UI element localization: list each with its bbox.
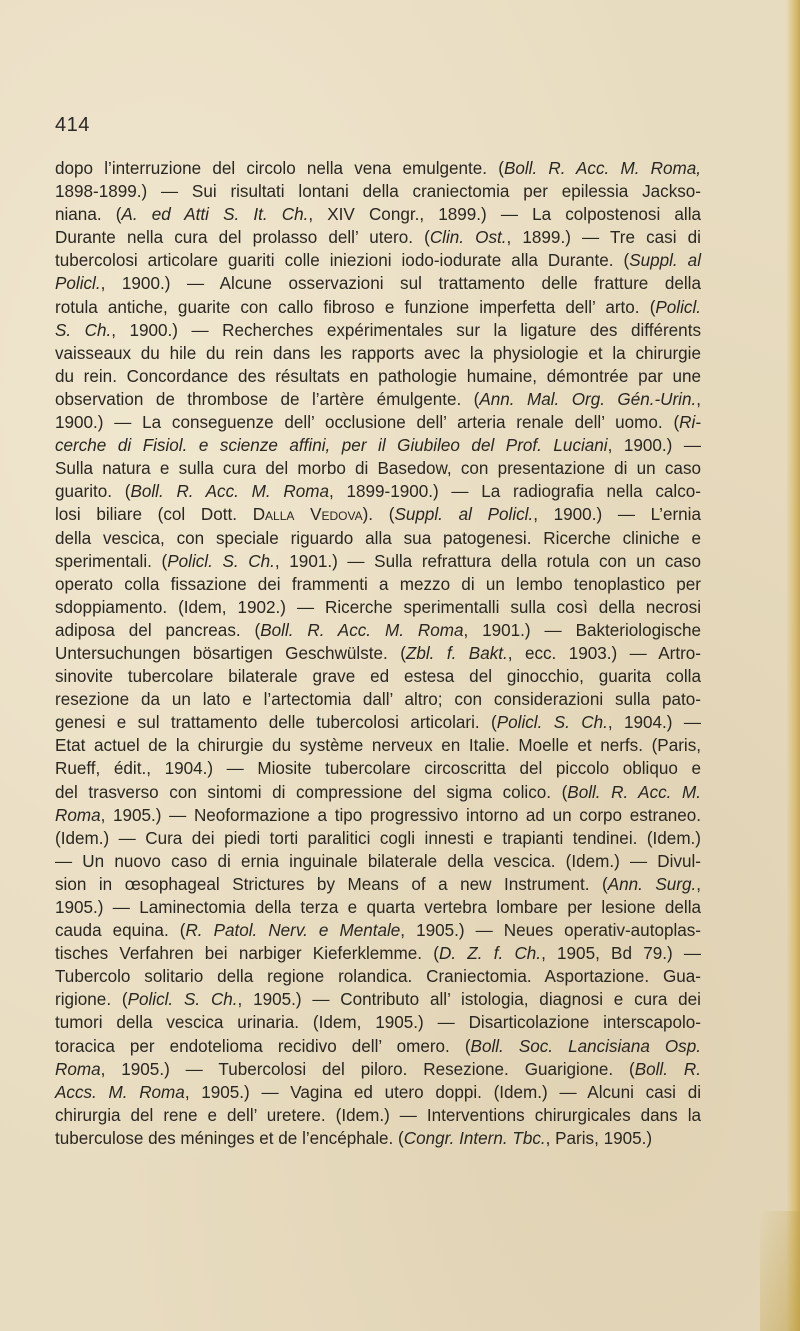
text-line bbox=[55, 157, 701, 180]
text-run: , 1901.) — Bakteriologische bbox=[463, 620, 701, 640]
citation-italic: Ri- bbox=[679, 413, 701, 433]
text-line bbox=[55, 619, 701, 642]
text-run: tubercolosi articolare guariti colle iniezioni iodo-iodurate alla Durante. ( bbox=[55, 251, 630, 271]
text-run: niana. ( bbox=[55, 205, 122, 225]
citation-italic: A. ed Atti S. It. Ch. bbox=[121, 205, 309, 225]
citation-italic: Accs. M. Roma bbox=[55, 1082, 185, 1102]
text-line bbox=[55, 873, 701, 896]
citation-italic: Congr. Intern. Tbc. bbox=[403, 1128, 546, 1148]
text-line bbox=[55, 527, 701, 550]
citation-italic: Boll. R. Acc. M. bbox=[567, 782, 701, 802]
text-run: sion in œsophageal Strictures by Means of a new Instrument. ( bbox=[55, 874, 608, 894]
citation-italic: Policl. S. Ch. bbox=[167, 551, 275, 571]
text-run: , 1901.) — Sulla refrattura della rotula con un caso bbox=[274, 551, 701, 571]
text-run: , 1905.) — Vagina ed utero doppi. (Idem.) — Alcuni casi di bbox=[184, 1082, 701, 1102]
text-run: ). ( bbox=[362, 505, 395, 525]
text-line bbox=[55, 1035, 701, 1058]
citation-italic: Policl. S. Ch. bbox=[496, 713, 608, 733]
text-line bbox=[55, 1058, 701, 1081]
text-run: , 1900.) — Alcune osservazioni sul trattamento delle fratture della bbox=[100, 274, 701, 294]
text-run: , 1899.) — Tre casi di bbox=[506, 228, 701, 248]
text-run: toracica per endotelioma recidivo dell’ omero. ( bbox=[55, 1036, 471, 1056]
citation-italic: R. Patol. Nerv. e Mentale bbox=[185, 921, 401, 941]
text-line bbox=[55, 1127, 701, 1150]
text-run: , 1900.) — Recherches expérimentales sur la ligature des différents bbox=[111, 320, 701, 340]
text-line bbox=[55, 665, 701, 688]
text-line bbox=[55, 1104, 701, 1127]
text-line bbox=[55, 388, 701, 411]
text-line bbox=[55, 757, 701, 780]
text-line bbox=[55, 919, 701, 942]
text-line bbox=[55, 180, 701, 203]
page-number: 414 bbox=[55, 114, 90, 136]
text-line bbox=[55, 804, 701, 827]
text-line bbox=[55, 226, 701, 249]
text-line bbox=[55, 850, 701, 873]
text-run: operato colla fissazione dei frammenti a mezzo di un lembo tenoplastico per bbox=[55, 574, 701, 594]
text-run: sdoppiamento. (Idem, 1902.) — Ricerche sperimentalli sulla così della necrosi bbox=[55, 597, 701, 617]
text-run: — Un nuovo caso di ernia inguinale bilaterale della vescica. (Idem.) — Divul- bbox=[55, 851, 701, 871]
text-run: , XIV Congr., 1899.) — La colpostenosi alla bbox=[308, 205, 702, 225]
text-line bbox=[55, 296, 701, 319]
text-run: cauda equina. ( bbox=[55, 921, 186, 941]
text-line bbox=[55, 965, 701, 988]
text-line bbox=[55, 249, 701, 272]
text-line bbox=[55, 272, 701, 295]
citation-italic: Zbl. f. Bakt. bbox=[405, 643, 508, 663]
text-run: , bbox=[696, 874, 701, 894]
text-run: , 1905.) — Neoformazione a tipo progressivo intorno ad un corpo estraneo. bbox=[100, 805, 701, 825]
citation-italic: Boll. R. Acc. M. Roma, bbox=[503, 159, 701, 178]
text-line bbox=[55, 1081, 701, 1104]
text-line bbox=[55, 596, 701, 619]
text-line bbox=[55, 342, 701, 365]
text-run: , 1905.) — Neues operativ-autoplas- bbox=[400, 921, 701, 941]
citation-italic: Boll. Soc. Lancisiana Osp. bbox=[470, 1036, 701, 1056]
citation-italic: Ann. Mal. Org. Gén.-Urin. bbox=[479, 389, 697, 409]
text-line bbox=[55, 988, 701, 1011]
text-run: tumori della vescica urinaria. (Idem, 1905.) — Disarticolazione interscapolo- bbox=[55, 1013, 701, 1033]
citation-italic: Clin. Ost. bbox=[429, 228, 507, 248]
text-run: rotula antiche, guarite con callo fibroso e funzione imperfetta dell’ arto. ( bbox=[55, 297, 656, 317]
author-smallcaps: Dalla Vedova bbox=[252, 505, 363, 525]
citation-italic: cerche di Fisiol. e scienze affini, per il Giubileo del Prof. Luciani bbox=[55, 436, 608, 456]
citation-italic: Roma bbox=[55, 805, 101, 825]
text-line bbox=[55, 319, 701, 342]
text-run: , 1900.) — bbox=[607, 436, 701, 456]
citation-italic: Boll. R. Acc. M. Roma bbox=[130, 482, 329, 502]
text-line bbox=[55, 642, 701, 665]
text-run: , Paris, 1905.) bbox=[545, 1128, 653, 1148]
text-run: Untersuchungen bösartigen Geschwülste. ( bbox=[55, 643, 406, 663]
citation-italic: Boll. R. bbox=[634, 1059, 701, 1079]
text-run: Etat actuel de la chirurgie du système nerveux en Italie. Moelle et nerfs. (Paris, bbox=[55, 736, 701, 756]
text-run: , 1899-1900.) — La radiografia nella calco- bbox=[328, 482, 701, 502]
text-run: chirurgia del rene e dell’ uretere. (Idem.) — Interventions chirurgicales dans la bbox=[55, 1105, 701, 1125]
text-run: sperimentali. ( bbox=[55, 551, 168, 571]
text-run: observation de thrombose de l’artère émulgente. ( bbox=[55, 389, 480, 409]
text-line bbox=[55, 434, 701, 457]
text-run: guarito. ( bbox=[55, 482, 131, 502]
citation-italic: Boll. R. Acc. M. Roma bbox=[260, 620, 464, 640]
citation-italic: Policl. S. Ch. bbox=[127, 990, 238, 1010]
text-line bbox=[55, 457, 701, 480]
text-line bbox=[55, 1011, 701, 1034]
citation-italic: Roma bbox=[55, 1059, 101, 1079]
citation-italic: Suppl. al bbox=[629, 251, 701, 271]
text-line bbox=[55, 573, 701, 596]
text-run: 1898-1899.) — Sui risultati lontani della craniectomia per epilessia Jackso- bbox=[55, 182, 701, 202]
text-run: della vescica, con speciale riguardo alla sua patogenesi. Ricerche cliniche e bbox=[55, 528, 701, 548]
text-run: vaisseaux du hile du rein dans les rapports avec la physiologie et la chirurgie bbox=[55, 343, 701, 363]
text-run: rigione. ( bbox=[55, 990, 128, 1010]
text-run: 1900.) — La conseguenze dell’ occlusione dell’ arteria renale dell’ uomo. ( bbox=[55, 413, 680, 433]
text-run: resezione da un lato e l’artectomia dall’ altro; con considerazioni sulla pato- bbox=[55, 690, 701, 710]
text-run: Durante nella cura del prolasso dell’ utero. ( bbox=[55, 228, 430, 248]
text-line bbox=[55, 942, 701, 965]
text-run: , 1900.) — L’ernia bbox=[533, 505, 701, 525]
text-run: , ecc. 1903.) — Artro- bbox=[507, 643, 701, 663]
text-run: du rein. Concordance des résultats en pathologie humaine, démontrée par une bbox=[55, 366, 701, 386]
text-run: 1905.) — Laminectomia della terza e quarta vertebra lombare per lesione della bbox=[55, 898, 701, 917]
text-line bbox=[55, 503, 701, 526]
text-run: sinovite tubercolare bilaterale grave ed estesa del ginocchio, guarita colla bbox=[55, 667, 701, 687]
text-run: (Idem.) — Cura dei piedi torti paralitici cogli innesti e trapianti tendinei. (Idem.) bbox=[55, 828, 701, 848]
text-line bbox=[55, 411, 701, 434]
text-line bbox=[55, 781, 701, 804]
text-run: adiposa del pancreas. ( bbox=[55, 620, 261, 640]
citation-italic: Ann. Surg. bbox=[607, 874, 697, 894]
text-run: tisches Verfahren bei narbiger Kieferklemme. ( bbox=[55, 944, 439, 964]
bibliography-text bbox=[55, 157, 701, 1150]
text-run: losi biliare (col Dott. bbox=[55, 505, 253, 525]
text-run: tuberculose des méninges et de l’encéphale. ( bbox=[55, 1128, 404, 1148]
text-run: dopo l’interruzione del circolo nella vena emulgente. ( bbox=[55, 159, 504, 178]
text-line bbox=[55, 550, 701, 573]
text-run: , 1905.) — Tubercolosi del piloro. Resezione. Guarigione. ( bbox=[100, 1059, 635, 1079]
text-run: genesi e sul trattamento delle tubercolosi articolari. ( bbox=[55, 713, 497, 733]
text-run: Rueff, édit., 1904.) — Miosite tubercolare circoscritta del piccolo obliquo e bbox=[55, 759, 701, 779]
citation-italic: D. Z. f. Ch. bbox=[438, 944, 542, 964]
text-line bbox=[55, 896, 701, 919]
text-run: , 1905, Bd 79.) — bbox=[541, 944, 701, 964]
text-line bbox=[55, 480, 701, 503]
citation-italic: Suppl. al Policl. bbox=[394, 505, 534, 525]
citation-italic: Policl. bbox=[655, 297, 701, 317]
citation-italic: S. Ch. bbox=[55, 320, 112, 340]
citation-italic: Policl. bbox=[55, 274, 101, 294]
text-line bbox=[55, 365, 701, 388]
page-corner-stain bbox=[760, 1211, 800, 1331]
text-run: Sulla natura e sulla cura del morbo di Basedow, con presentazione di un caso bbox=[55, 459, 701, 479]
text-run: , bbox=[696, 389, 701, 409]
text-run: , 1905.) — Contributo all’ istologia, diagnosi e cura dei bbox=[237, 990, 701, 1010]
text-line bbox=[55, 711, 701, 734]
text-line bbox=[55, 827, 701, 850]
text-run: del trasverso con sintomi di compressione del sigma colico. ( bbox=[55, 782, 568, 802]
text-line bbox=[55, 688, 701, 711]
text-line bbox=[55, 203, 701, 226]
page-edge-shadow bbox=[786, 0, 800, 1331]
text-run: Tubercolo solitario della regione rolandica. Craniectomia. Asportazione. Gua- bbox=[55, 967, 701, 987]
text-line bbox=[55, 734, 701, 757]
text-run: , 1904.) — bbox=[607, 713, 701, 733]
